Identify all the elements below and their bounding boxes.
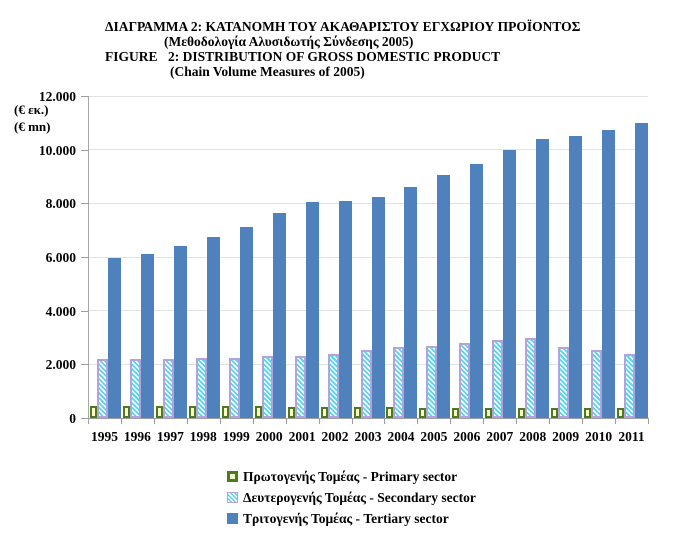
bar-primary-2001 — [288, 407, 295, 418]
x-tick-mark — [417, 419, 418, 424]
y-axis-unit-english: (€ mn) — [14, 119, 51, 134]
chart-title-greek: ΔΙΑΓΡΑΜΜΑ 2: ΚΑΤΑΝΟΜΗ ΤΟΥ ΑΚΑΘΑΡΙΣΤΟΥ ΕΓΧΩΡΙΟΥ ΠΡΟΪΟΝΤΟΣ — [105, 19, 581, 34]
chart-subtitle-greek: (Μεθοδολογία Αλυσιδωτής Σύνδεσης 2005) — [164, 34, 414, 49]
x-tick-mark — [154, 419, 155, 424]
legend-label-tertiary: Τριτογενής Τομέας - Tertiary sector — [243, 510, 449, 526]
gridline-12000 — [89, 96, 648, 97]
x-axis-label-1997: 1997 — [156, 429, 184, 444]
legend-item-primary — [227, 466, 476, 487]
primary-sector-swatch-icon — [227, 471, 238, 482]
legend-label-secondary: Δευτερογενής Τομέας - Secondary sector — [243, 489, 476, 505]
bar-primary-1998 — [189, 406, 196, 418]
x-axis-label-2010: 2010 — [585, 429, 613, 444]
y-axis-tick-label: 12.000 — [38, 89, 76, 104]
x-axis-label-2008: 2008 — [519, 429, 547, 444]
bar-secondary-2000 — [262, 356, 273, 418]
bar-secondary-1997 — [163, 359, 174, 418]
y-axis-unit-greek: (€ εκ.) — [14, 102, 49, 117]
figure-label: FIGURE — [105, 49, 158, 64]
x-tick-mark — [286, 419, 287, 424]
bar-secondary-2011 — [624, 354, 635, 418]
x-axis-label-2003: 2003 — [354, 429, 382, 444]
bar-secondary-2010 — [591, 350, 602, 418]
bar-primary-2006 — [452, 408, 459, 418]
bar-tertiary-1995 — [108, 258, 121, 418]
gridline-10000 — [89, 149, 648, 150]
x-axis-label-2011: 2011 — [618, 429, 645, 444]
bar-primary-1997 — [156, 406, 163, 418]
x-tick-mark — [615, 419, 616, 424]
y-axis-tick-label: 4.000 — [45, 303, 76, 319]
bar-tertiary-2005 — [437, 175, 450, 418]
x-tick-mark — [450, 419, 451, 424]
tertiary-sector-swatch-icon — [227, 513, 238, 524]
x-axis-label-2004: 2004 — [387, 429, 415, 444]
bar-primary-2005 — [419, 408, 426, 418]
bar-primary-1999 — [222, 406, 229, 418]
bar-tertiary-2007 — [503, 150, 516, 418]
x-tick-mark — [582, 419, 583, 424]
y-axis-tick-label: 10.000 — [38, 142, 76, 158]
x-axis-label-1998: 1998 — [189, 429, 217, 444]
bar-secondary-2005 — [426, 346, 437, 418]
bar-secondary-2008 — [525, 338, 536, 419]
x-tick-mark — [121, 419, 122, 424]
gridline-8000 — [89, 203, 648, 204]
x-axis-label-2000: 2000 — [255, 429, 283, 444]
bar-tertiary-2008 — [536, 139, 549, 418]
secondary-sector-swatch-icon — [227, 492, 238, 503]
bar-secondary-1996 — [130, 359, 141, 418]
x-tick-mark — [319, 419, 320, 424]
bar-tertiary-2010 — [602, 130, 615, 418]
bar-secondary-1995 — [97, 359, 108, 418]
bar-secondary-2004 — [393, 347, 404, 418]
x-tick-mark — [187, 419, 188, 424]
bar-secondary-2003 — [361, 350, 372, 418]
bar-tertiary-2011 — [635, 123, 648, 418]
bar-tertiary-1998 — [207, 237, 220, 418]
y-axis-tick-label: 8.000 — [45, 196, 76, 212]
y-axis-tick-label: 6.000 — [45, 250, 76, 265]
bar-secondary-2006 — [459, 343, 470, 418]
bar-tertiary-2002 — [339, 201, 352, 418]
x-axis-label-1995: 1995 — [90, 429, 118, 444]
bar-tertiary-2009 — [569, 136, 582, 418]
gridline-4000 — [89, 310, 648, 311]
bar-primary-2004 — [386, 407, 393, 418]
x-tick-mark — [648, 419, 649, 424]
x-tick-mark — [352, 419, 353, 424]
y-axis-line — [88, 96, 89, 422]
bar-primary-2011 — [617, 408, 624, 418]
bar-primary-2003 — [354, 407, 361, 418]
x-axis-label-1999: 1999 — [222, 429, 250, 444]
bar-tertiary-2001 — [306, 202, 319, 418]
x-tick-mark — [483, 419, 484, 424]
x-axis-label-1996: 1996 — [123, 429, 151, 444]
y-axis-tick-label: 2.000 — [45, 357, 76, 373]
x-axis-label-2005: 2005 — [420, 429, 448, 444]
bar-secondary-1999 — [229, 358, 240, 418]
x-axis-label-2002: 2002 — [321, 429, 349, 444]
bar-tertiary-2004 — [404, 187, 417, 418]
bar-secondary-2002 — [328, 354, 339, 418]
bar-tertiary-2003 — [372, 197, 385, 418]
x-tick-mark — [220, 419, 221, 424]
x-axis-label-2009: 2009 — [552, 429, 580, 444]
legend-item-secondary — [227, 487, 476, 508]
bar-secondary-1998 — [196, 358, 207, 418]
bar-tertiary-1997 — [174, 246, 187, 418]
x-axis-line — [87, 418, 649, 419]
bar-primary-1996 — [123, 406, 130, 418]
bar-secondary-2007 — [492, 340, 503, 418]
legend-item-tertiary — [227, 508, 476, 529]
legend — [227, 466, 476, 529]
chart-subtitle-english: (Chain Volume Measures of 2005) — [170, 64, 365, 79]
x-tick-mark — [384, 419, 385, 424]
bar-primary-2007 — [485, 408, 492, 418]
bar-primary-2009 — [551, 408, 558, 418]
legend-label-primary: Πρωτογενής Τομέας - Primary sector — [243, 468, 458, 484]
bar-primary-1995 — [90, 406, 97, 418]
bar-primary-2008 — [518, 408, 525, 418]
bar-tertiary-2000 — [273, 213, 286, 418]
x-axis-label-2006: 2006 — [453, 429, 481, 444]
bar-tertiary-2006 — [470, 164, 483, 418]
y-axis-tick-label: 0 — [69, 411, 76, 426]
gridline-6000 — [89, 257, 648, 258]
x-tick-mark — [253, 419, 254, 424]
x-axis-label-2001: 2001 — [288, 429, 316, 444]
bar-primary-2000 — [255, 406, 262, 418]
bar-secondary-2001 — [295, 356, 306, 418]
x-axis-label-2007: 2007 — [486, 429, 514, 444]
x-tick-mark — [516, 419, 517, 424]
bar-tertiary-1999 — [240, 227, 253, 418]
bar-primary-2010 — [584, 408, 591, 418]
x-tick-mark — [549, 419, 550, 424]
bar-tertiary-1996 — [141, 254, 154, 418]
chart-title-english-text: 2: DISTRIBUTION OF GROSS DOMESTIC PRODUCT — [168, 49, 501, 64]
bar-primary-2002 — [321, 407, 328, 418]
bar-secondary-2009 — [558, 347, 569, 418]
